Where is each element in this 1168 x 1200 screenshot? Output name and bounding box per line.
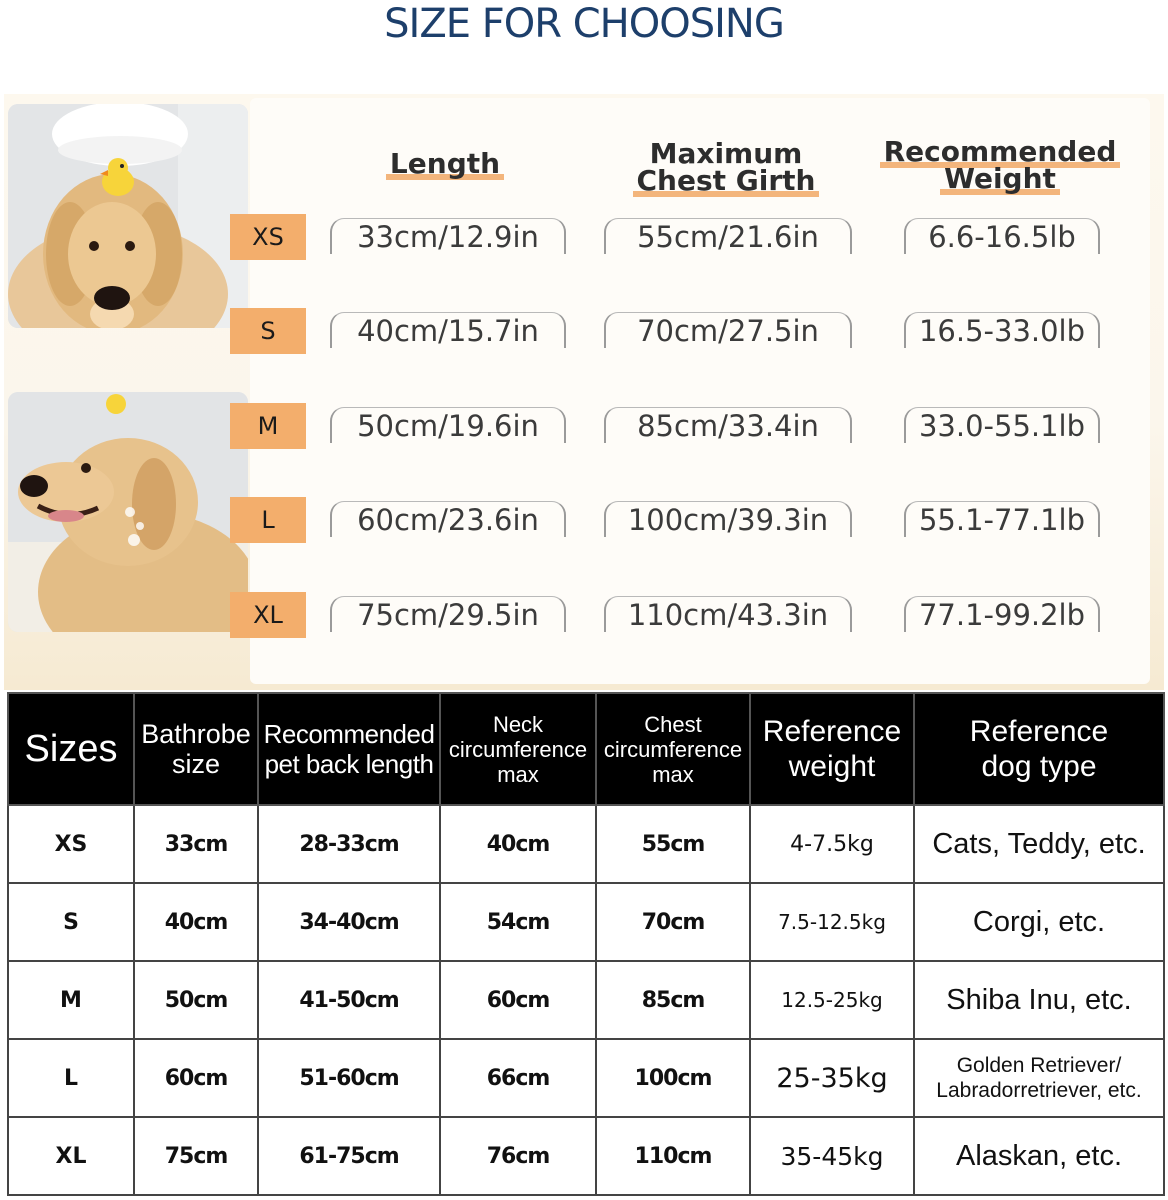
cell-dog-type xyxy=(914,883,1164,961)
table-row xyxy=(8,1117,1164,1195)
col-header-weight xyxy=(870,135,1130,195)
cell-back: 61-75cm xyxy=(258,1117,440,1195)
th-dog-line2: dog type xyxy=(981,750,1097,783)
cell-bathrobe: 33cm xyxy=(134,805,258,883)
cell-neck: 54cm xyxy=(440,883,596,961)
th-back-line2: pet back length xyxy=(264,749,434,779)
cell-weight: 25-35kg xyxy=(750,1039,914,1117)
col-header-chest-line2: Chest Girth xyxy=(633,164,820,197)
th-chest-line3: max xyxy=(652,761,694,787)
page-title: SIZE FOR CHOOSING xyxy=(384,1,784,47)
cell-dog-type-text: Cats, Teddy, etc. xyxy=(932,827,1146,860)
th-chest xyxy=(596,693,750,805)
cell-dog-type xyxy=(914,1117,1164,1195)
table-row xyxy=(8,805,1164,883)
cell-neck: 66cm xyxy=(440,1039,596,1117)
cell-neck: 60cm xyxy=(440,961,596,1039)
chest-s: 70cm/27.5in xyxy=(604,312,852,348)
cell-bathrobe: 50cm xyxy=(134,961,258,1039)
cell-back: 28-33cm xyxy=(258,805,440,883)
cell-dog-type-text: Corgi, etc. xyxy=(972,905,1106,938)
cell-size: S xyxy=(8,883,134,961)
weight-xs: 6.6-16.5lb xyxy=(904,218,1100,254)
size-badge-xs: XS xyxy=(230,214,306,260)
cell-dog-type xyxy=(914,961,1164,1039)
col-header-chest xyxy=(606,137,846,197)
weight-l: 55.1-77.1lb xyxy=(904,501,1100,537)
cell-bathrobe: 60cm xyxy=(134,1039,258,1117)
col-header-length-text: Length xyxy=(386,147,504,180)
size-table xyxy=(7,692,1165,1196)
th-chest-line2: circumference xyxy=(603,736,743,762)
th-sizes-text: Sizes xyxy=(24,727,118,770)
cell-back: 34-40cm xyxy=(258,883,440,961)
th-bathrobe-line2: size xyxy=(171,749,220,779)
cell-size: L xyxy=(8,1039,134,1117)
cell-size: XS xyxy=(8,805,134,883)
length-l: 60cm/23.6in xyxy=(330,501,566,537)
th-weight-line2: weight xyxy=(788,750,876,783)
cell-back: 51-60cm xyxy=(258,1039,440,1117)
size-badge-s: S xyxy=(230,308,306,354)
cell-chest: 85cm xyxy=(596,961,750,1039)
th-bathrobe-size xyxy=(134,693,258,805)
table-row xyxy=(8,961,1164,1039)
cell-dog-type-text: Alaskan, etc. xyxy=(955,1139,1123,1172)
col-header-chest-line1: Maximum xyxy=(649,137,803,170)
cell-neck: 40cm xyxy=(440,805,596,883)
table-row xyxy=(8,883,1164,961)
th-back-line1: Recommended xyxy=(263,719,435,749)
col-header-weight-line2: Weight xyxy=(940,162,1060,195)
chest-l: 100cm/39.3in xyxy=(604,501,852,537)
th-neck-line2: circumference xyxy=(448,736,588,762)
size-badge-xl: XL xyxy=(230,592,306,638)
table-header-row xyxy=(8,693,1164,805)
th-back-length xyxy=(258,693,440,805)
th-neck xyxy=(440,693,596,805)
chest-xs: 55cm/21.6in xyxy=(604,218,852,254)
cell-chest: 100cm xyxy=(596,1039,750,1117)
cell-dog-type-text: Shiba Inu, etc. xyxy=(946,983,1132,1016)
cell-weight: 12.5-25kg xyxy=(750,961,914,1039)
length-xs: 33cm/12.9in xyxy=(330,218,566,254)
size-badge-l: L xyxy=(230,497,306,543)
cell-chest: 70cm xyxy=(596,883,750,961)
cell-dog-type xyxy=(914,805,1164,883)
chest-m: 85cm/33.4in xyxy=(604,407,852,443)
table-row xyxy=(8,1039,1164,1117)
cell-weight: 4-7.5kg xyxy=(750,805,914,883)
chest-xl: 110cm/43.3in xyxy=(604,596,852,632)
weight-m: 33.0-55.1lb xyxy=(904,407,1100,443)
cell-chest: 55cm xyxy=(596,805,750,883)
dog-photo-bottom xyxy=(8,392,248,632)
cell-bathrobe: 75cm xyxy=(134,1117,258,1195)
cell-bathrobe: 40cm xyxy=(134,883,258,961)
th-dog-line1: Reference xyxy=(969,715,1109,748)
cell-weight: 7.5-12.5kg xyxy=(750,883,914,961)
cell-dog-type xyxy=(914,1039,1164,1117)
cell-dog-type-line1: Golden Retriever/ xyxy=(956,1054,1122,1077)
th-weight-line1: Reference xyxy=(762,715,902,748)
weight-s: 16.5-33.0lb xyxy=(904,312,1100,348)
cell-chest: 110cm xyxy=(596,1117,750,1195)
cell-weight: 35-45kg xyxy=(750,1117,914,1195)
length-s: 40cm/15.7in xyxy=(330,312,566,348)
th-chest-line1: Chest xyxy=(644,711,702,737)
th-neck-line3: max xyxy=(497,761,539,787)
col-header-length xyxy=(340,147,550,180)
th-neck-line1: Neck xyxy=(492,711,544,737)
length-m: 50cm/19.6in xyxy=(330,407,566,443)
col-header-weight-line1: Recommended xyxy=(880,135,1121,168)
th-reference-weight xyxy=(750,693,914,805)
cell-neck: 76cm xyxy=(440,1117,596,1195)
th-reference-dog-type xyxy=(914,693,1164,805)
th-bathrobe-line1: Bathrobe xyxy=(141,719,251,749)
cell-dog-type-line2: Labradorretriever, etc. xyxy=(936,1079,1142,1102)
th-sizes xyxy=(8,693,134,805)
cell-size: XL xyxy=(8,1117,134,1195)
dog-photo-top xyxy=(8,104,248,328)
cell-back: 41-50cm xyxy=(258,961,440,1039)
size-badge-m: M xyxy=(230,403,306,449)
cell-size: M xyxy=(8,961,134,1039)
length-xl: 75cm/29.5in xyxy=(330,596,566,632)
weight-xl: 77.1-99.2lb xyxy=(904,596,1100,632)
